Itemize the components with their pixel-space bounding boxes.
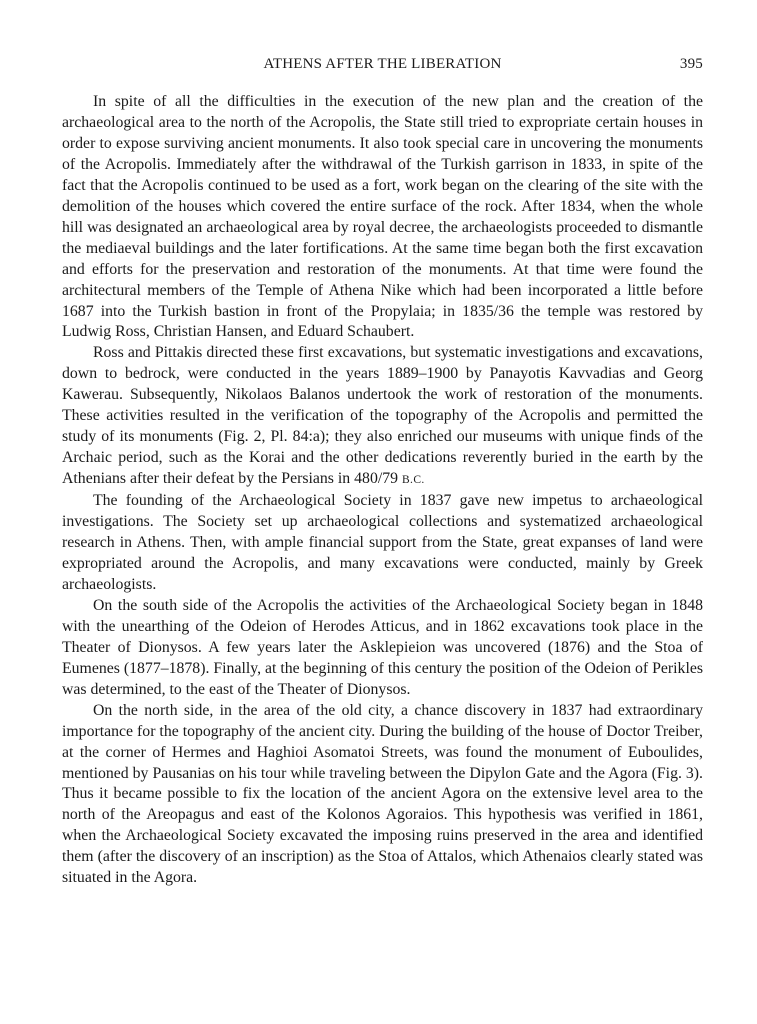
era-abbreviation: B.C. xyxy=(401,474,425,487)
paragraph-2 xyxy=(62,343,703,491)
paragraph-5: On the north side, in the area of the old city, a chance discovery in 1837 had extraordinary importance for the topography of the ancient city. During the building of the house of Doctor Treiber, at the corner of Hermes and Haghioi Asomatoi Streets, was found the monument of Euboulides, mentioned by Pausanias on his tour while traveling between the Dipylon Gate and the Agora (Fig. 3). Thus it became possible to fix the location of the ancient Agora on the extensive level area to the north of the Areopagus and east of the Kolonos Agoraios. This hypothesis was verified in 1861, when the Archaeological Society excavated the imposing ruins preserved in the area and identified them (after the discovery of an inscription) as the Stoa of Attalos, which Athenaios clearly stated was situated in the Agora. xyxy=(62,701,703,887)
running-head xyxy=(62,54,703,80)
document-page xyxy=(62,54,703,889)
body-text xyxy=(62,92,703,889)
paragraph-4: On the south side of the Acropolis the activities of the Archaeological Society began in 1848 with the unearthing of the Odeion of Herodes Atticus, and in 1862 excavations took place in the Theater of Dionysos. A few years later the Asklepieion was uncovered (1876) and the Stoa of Eumenes (1877–1878). Finally, at the beginning of this century the position of the Odeion of Perikles was determined, to the east of the Theater of Dionysos. xyxy=(62,596,703,698)
page-number: 395 xyxy=(679,56,703,72)
paragraph-1: In spite of all the difficulties in the execution of the new plan and the creation of the archaeological area to the north of the Acropolis, the State still tried to expropriate certain houses in order to expose surviving ancient monuments. It also took special care in uncovering the monuments of the Acropolis. Immediately after the withdrawal of the Turkish garrison in 1833, in spite of the fact that the Acropolis continued to be used as a fort, work began on the clearing of the site with the demolition of the houses which covered the entire surface of the rock. After 1834, when the whole hill was designated an archaeological area by royal decree, the archaeologists proceeded to dismantle the mediaeval buildings and the later fortifications. At the same time began both the first excavation and efforts for the preservation and restoration of the monuments. At that time were found the architectural members of the Temple of Athena Nike which had been incorporated a little before 1687 into the Turkish bastion in front of the Propylaia; in 1835/36 the temple was restored by Ludwig Ross, Christian Hansen, and Eduard Schaubert. xyxy=(62,93,703,341)
paragraph-3: The founding of the Archaeological Society in 1837 gave new impetus to archaeological investigations. The Society set up archaeological collections and systematized archaeological research in Athens. Then, with ample financial support from the State, great expanses of land were expropriated around the Acropolis, and many excavations were conducted, mainly by Greek archaeologists. xyxy=(62,492,703,593)
running-title: ATHENS AFTER THE LIBERATION xyxy=(263,56,502,72)
paragraph-2-text: Ross and Pittakis directed these first excavations, but systematic investigations and excavations, down to bedrock, were conducted in the years 1889–1900 by Panayotis Kavvadias and Georg Kawerau. Subsequently, Nikolaos Balanos undertook the work of restoration of the monuments. These activities resulted in the verification of the topography of the Acropolis and permitted the study of its monuments (Fig. 2, Pl. 84:a); they also enriched our museums with unique finds of the Archaic period, such as the Korai and the other dedications reverently buried in the earth by the Athenians after their defeat by the Persians in 480/79 xyxy=(62,344,703,488)
